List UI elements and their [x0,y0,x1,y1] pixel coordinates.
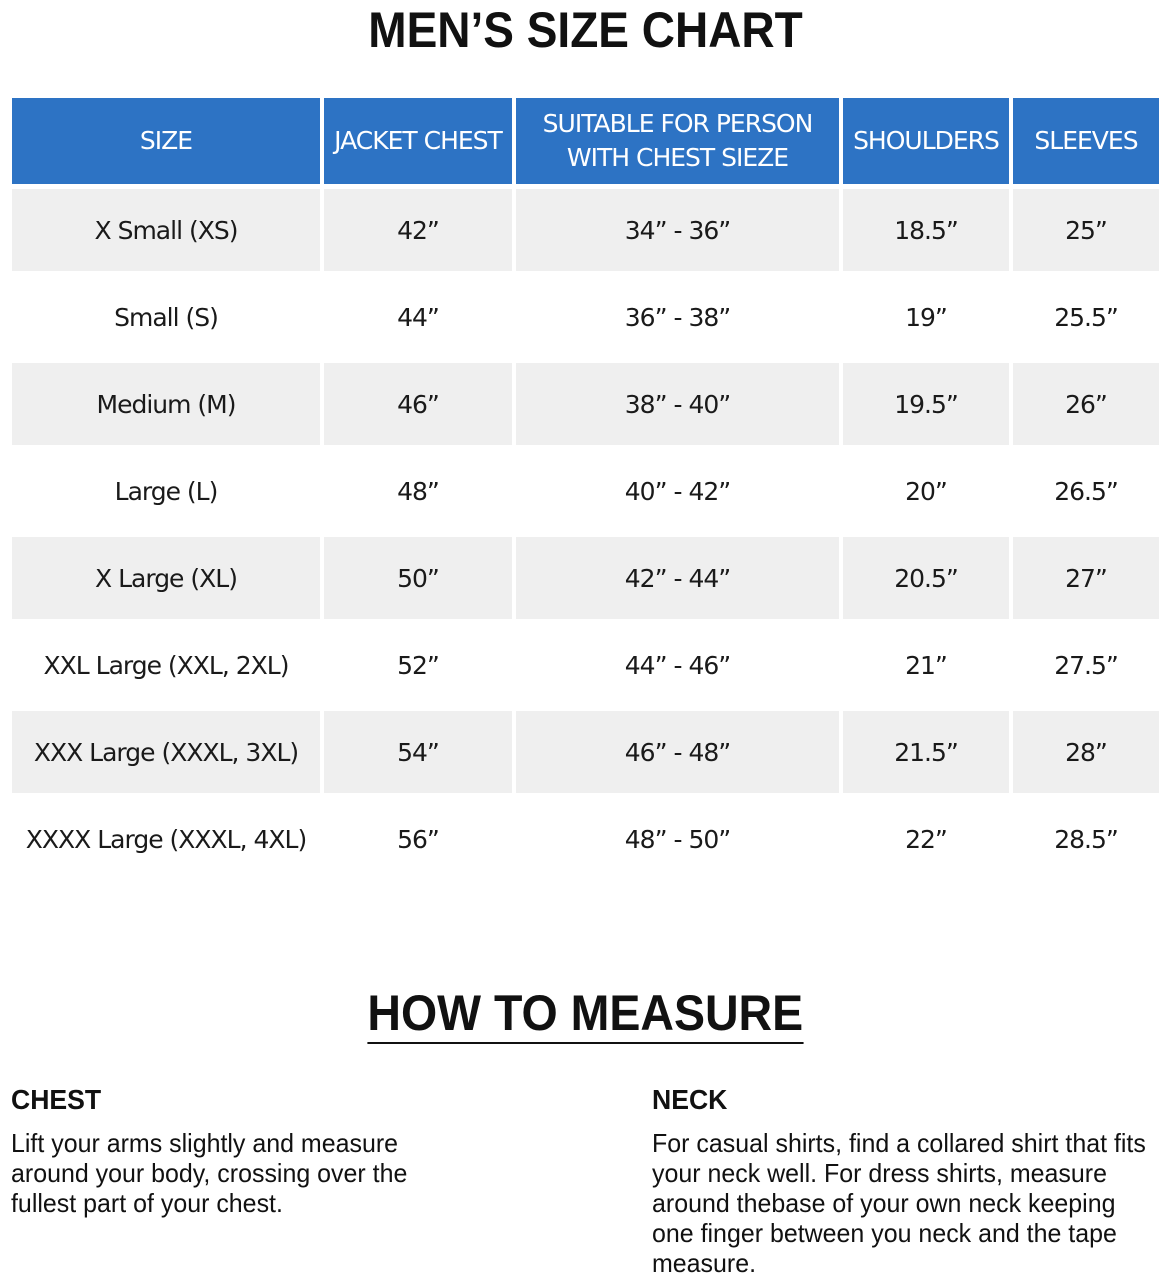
cell-jacket-chest: 44” [324,276,512,358]
cell-sleeves: 26” [1013,363,1159,445]
table-row [12,276,1159,358]
neck-heading: NECK [652,1084,728,1115]
cell-shoulders: 20.5” [843,537,1009,619]
cell-size: X Small (XS) [12,189,320,271]
table-row [12,189,1159,271]
cell-size: Small (S) [12,276,320,358]
cell-size: XXL Large (XXL, 2XL) [12,624,320,706]
cell-jacket-chest: 42” [324,189,512,271]
cell-shoulders: 19” [843,276,1009,358]
table-row [12,711,1159,793]
table-header-row [12,98,1159,184]
cell-shoulders: 19.5” [843,363,1009,445]
cell-shoulders: 18.5” [843,189,1009,271]
cell-sleeves: 26.5” [1013,450,1159,532]
table-row [12,537,1159,619]
cell-sleeves: 28” [1013,711,1159,793]
table-row [12,624,1159,706]
chest-instructions: Lift your arms slightly and measure around your body, crossing over the fullest part of your chest. [11,1128,408,1218]
cell-suitable-chest: 46” - 48” [516,711,839,793]
neck-instructions: For casual shirts, find a collared shirt that fits your neck well. For dress shirts, measure around thebase of your own neck keeping one finger between you neck and the tape measure. [652,1128,1146,1278]
header-jacket-chest: JACKET CHEST [324,98,512,184]
how-to-measure-title: HOW TO MEASURE [368,984,804,1044]
cell-suitable-chest: 44” - 46” [516,624,839,706]
cell-shoulders: 22” [843,798,1009,880]
cell-shoulders: 21.5” [843,711,1009,793]
cell-sleeves: 25.5” [1013,276,1159,358]
cell-sleeves: 27” [1013,537,1159,619]
cell-shoulders: 20” [843,450,1009,532]
table-row [12,450,1159,532]
chest-section [11,1084,451,1218]
cell-suitable-chest: 34” - 36” [516,189,839,271]
cell-sleeves: 28.5” [1013,798,1159,880]
cell-jacket-chest: 46” [324,363,512,445]
cell-jacket-chest: 52” [324,624,512,706]
header-shoulders: SHOULDERS [843,98,1009,184]
table-row [12,798,1159,880]
size-chart-table [8,93,1163,885]
cell-size: X Large (XL) [12,537,320,619]
cell-size: XXX Large (XXXL, 3XL) [12,711,320,793]
how-to-measure-heading [0,984,1171,1044]
cell-jacket-chest: 50” [324,537,512,619]
table-row [12,363,1159,445]
cell-sleeves: 27.5” [1013,624,1159,706]
cell-shoulders: 21” [843,624,1009,706]
cell-size: Medium (M) [12,363,320,445]
chest-heading: CHEST [11,1084,102,1115]
cell-suitable-chest: 42” - 44” [516,537,839,619]
header-sleeves: SLEEVES [1013,98,1159,184]
cell-jacket-chest: 56” [324,798,512,880]
neck-section [652,1084,1167,1278]
page-title: MEN’S SIZE CHART [368,2,803,58]
header-suitable-chest: SUITABLE FOR PERSON WITH CHEST SIEZE [516,98,839,184]
cell-suitable-chest: 36” - 38” [516,276,839,358]
cell-size: XXXX Large (XXXL, 4XL) [12,798,320,880]
cell-jacket-chest: 48” [324,450,512,532]
cell-size: Large (L) [12,450,320,532]
cell-suitable-chest: 40” - 42” [516,450,839,532]
cell-suitable-chest: 48” - 50” [516,798,839,880]
cell-sleeves: 25” [1013,189,1159,271]
cell-suitable-chest: 38” - 40” [516,363,839,445]
header-size: SIZE [12,98,320,184]
cell-jacket-chest: 54” [324,711,512,793]
